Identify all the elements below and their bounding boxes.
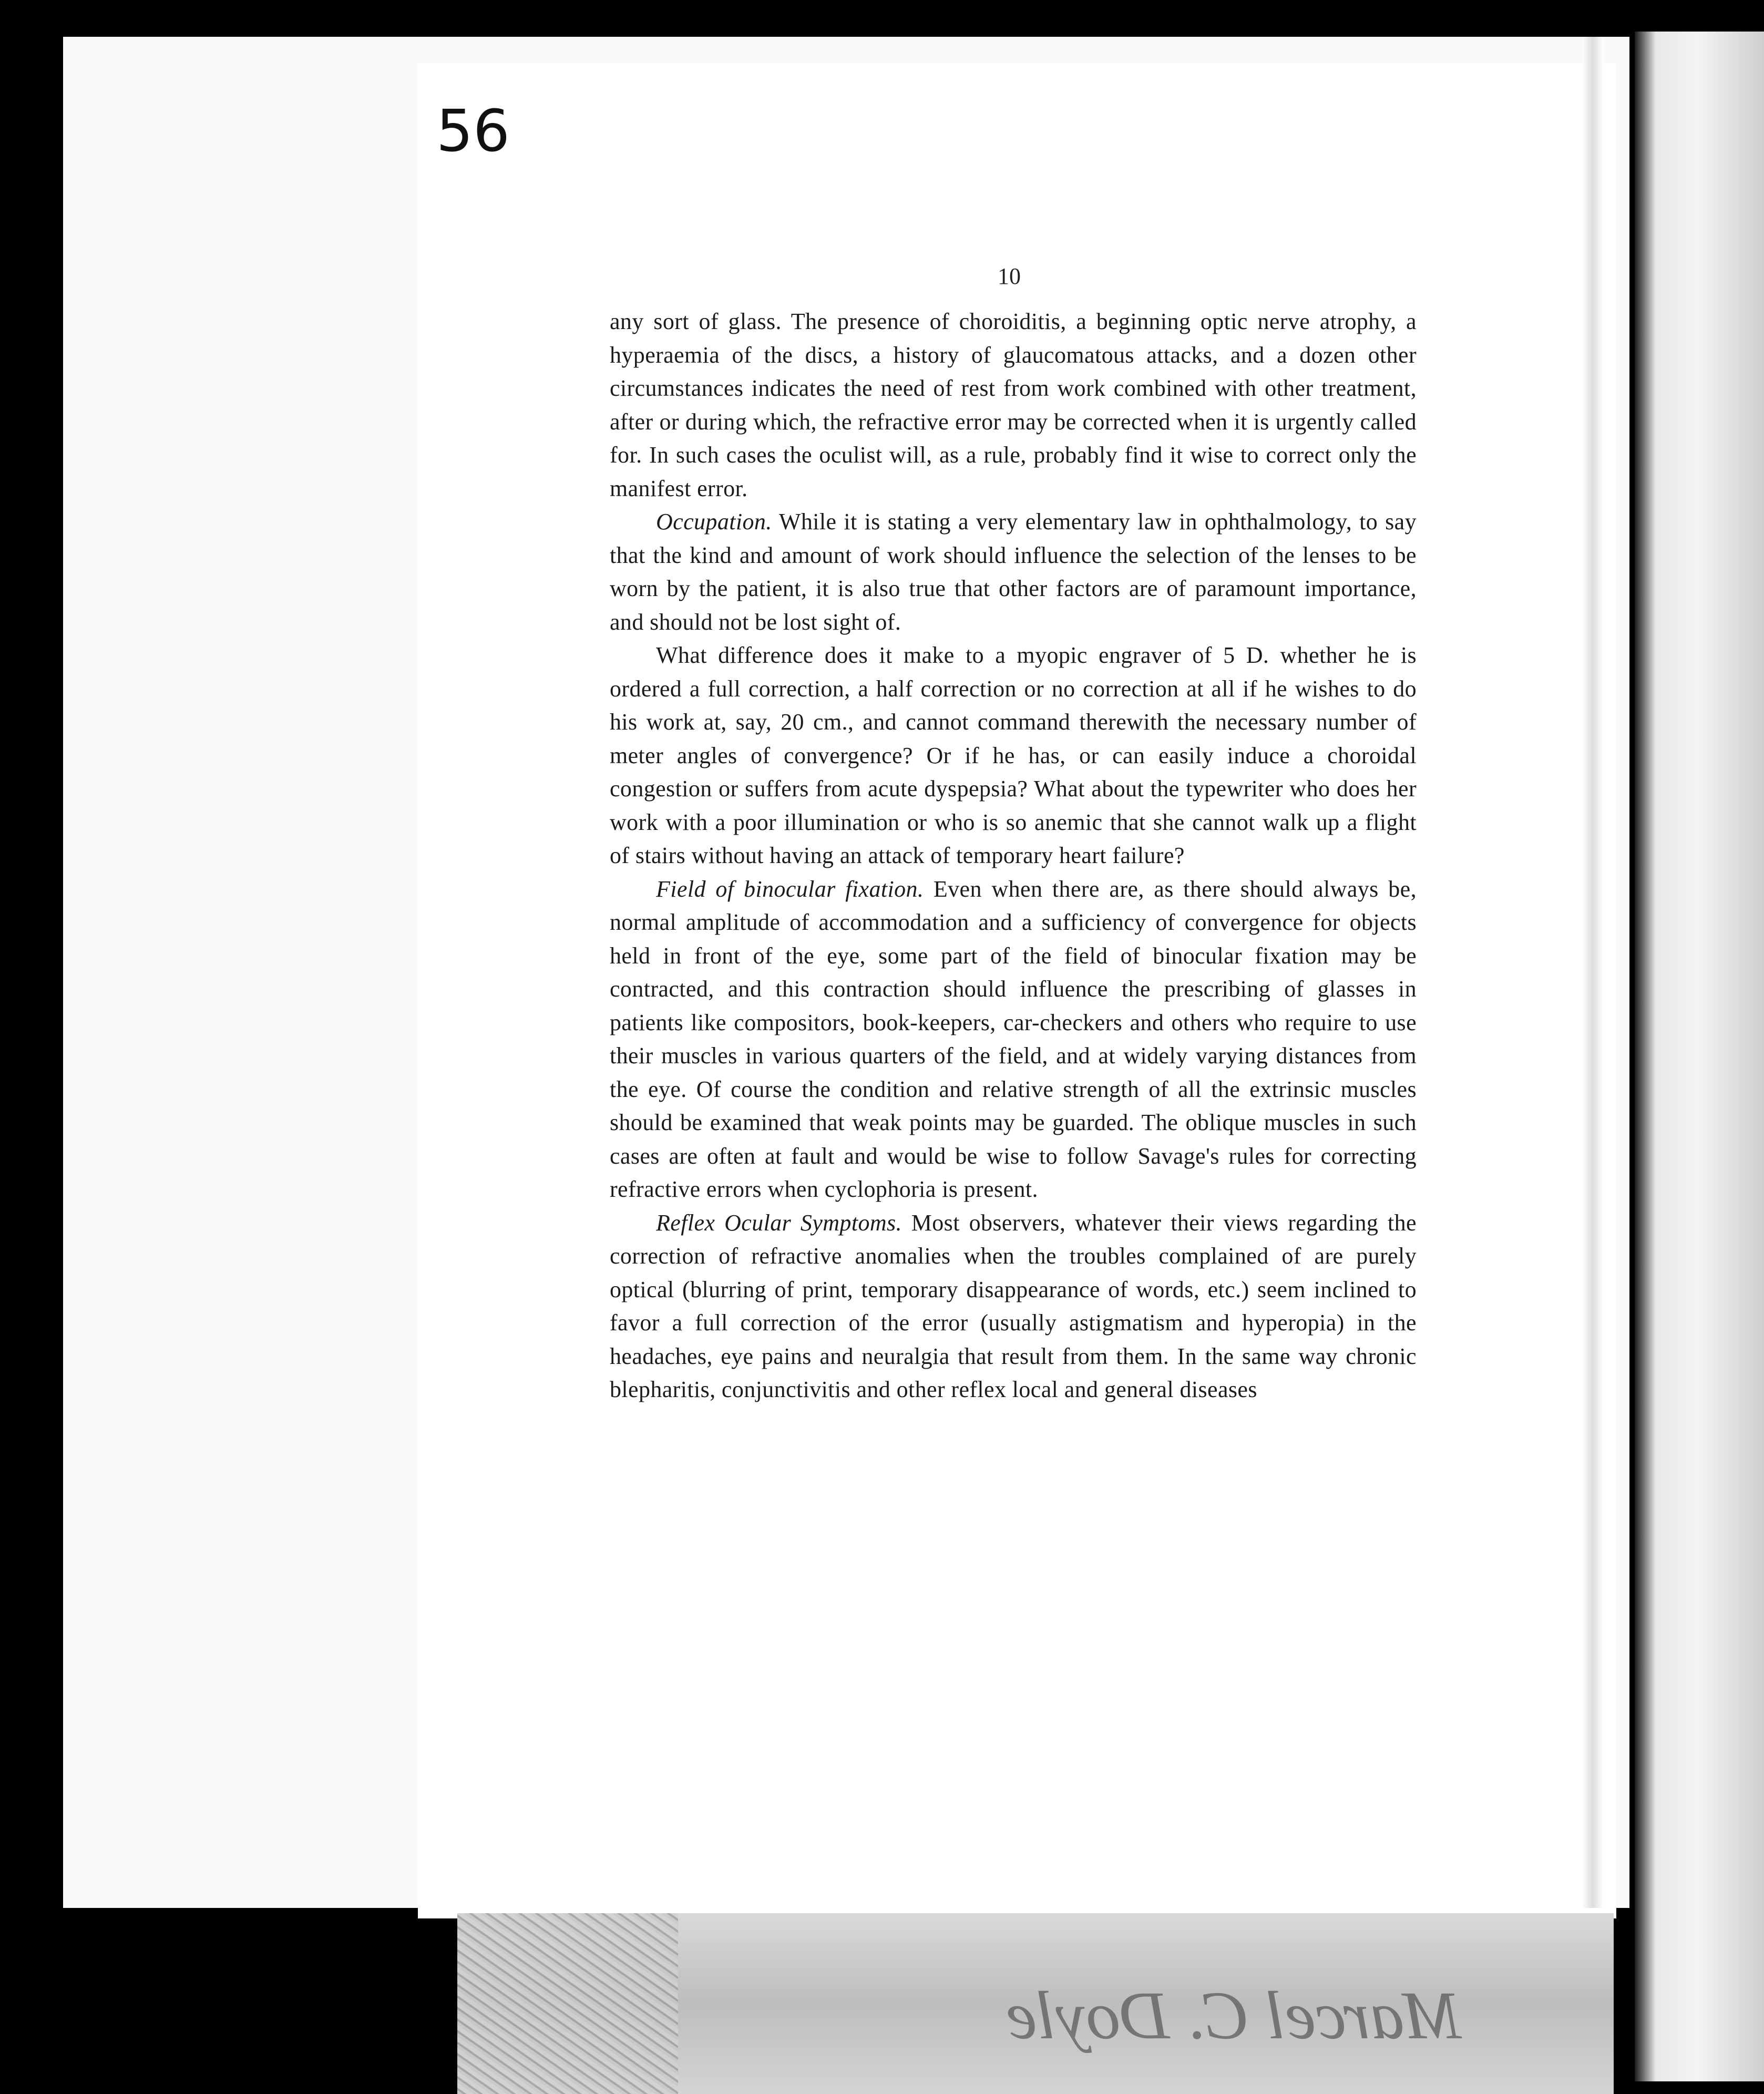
- page-binding: [1582, 37, 1603, 1908]
- bottom-strip-mirror-text: Marcel C. Doyle: [1006, 1978, 1461, 2054]
- paragraph-text: Most observers, whatever their views regarding the correction of refractive anomalies when the troubles complained of are purely optical (blurring of print, temporary disappearance of words, etc.) seem inclined to favor a full correction of the error (usually astigmatism and hyperopia) in the headaches, eye pains and neuralgia that result from them. In the same way chronic blepharitis, conjunctivitis and other reflex local and general diseases: [610, 1209, 1417, 1402]
- paragraph-heading: Reflex Ocular Symptoms.: [656, 1209, 902, 1236]
- page-number: 10: [998, 263, 1021, 289]
- paragraph-text: What difference does it make to a myopic engraver of 5 D. whether he is ordered a full correction, a half correction or no correction at all if he wishes to do his work at, say, 20 cm., and cannot command therewith the necessary number of meter angles of convergence? Or if he has, or can easily induce a choroidal congestion or suffers from acute dyspepsia? What about the typewriter who does her work with a poor illumination or who is so anemic that she cannot walk up a flight of stairs without having an attack of temporary heart failure?: [610, 642, 1417, 868]
- paragraph-heading: Field of binocular fixation.: [656, 876, 924, 902]
- paragraph: [610, 305, 1417, 505]
- paragraph: [610, 1206, 1417, 1407]
- paragraph-text: While it is stating a very elementary law in ophthalmology, to say that the kind and amount of work should influence the selection of the lenses to be worn by the patient, it is also true that other factors are of paramount importance, and should not be lost sight of.: [610, 509, 1417, 635]
- adjacent-page-edge: [1635, 32, 1764, 2081]
- paragraph-text: Even when there are, as there should always be, normal amplitude of accommodation and a sufficiency of convergence for objects held in front of the eye, some part of the field of binocular fixation may be contracted, and this contraction should influence the prescribing of glasses in patients like compositors, book-keepers, car-checkers and others who require to use their muscles in various quarters of the field, and at widely varying distances from the eye. Of course the condition and relative strength of all the extrinsic muscles should be examined that weak points may be guarded. The oblique muscles in such cases are often at fault and would be wise to follow Savage's rules for correcting refractive errors when cyclophoria is present.: [610, 876, 1417, 1202]
- paragraph-heading: Occupation.: [656, 509, 772, 535]
- body-text: [610, 305, 1417, 1407]
- paragraph-text: any sort of glass. The presence of choroiditis, a beginning optic nerve atrophy, a hyperaemia of the discs, a history of glaucomatous attacks, and a dozen other circumstances indicates the need of rest from work combined with other treatment, after or during which, the refractive error may be corrected when it is urgently called for. In such cases the oculist will, as a rule, probably find it wise to correct only the manifest error.: [610, 309, 1417, 501]
- handwritten-folio: 56: [436, 97, 510, 165]
- paragraph: [610, 639, 1417, 872]
- paragraph: [610, 872, 1417, 1206]
- paragraph: [610, 505, 1417, 639]
- bottom-strip-texture: [457, 1913, 678, 2094]
